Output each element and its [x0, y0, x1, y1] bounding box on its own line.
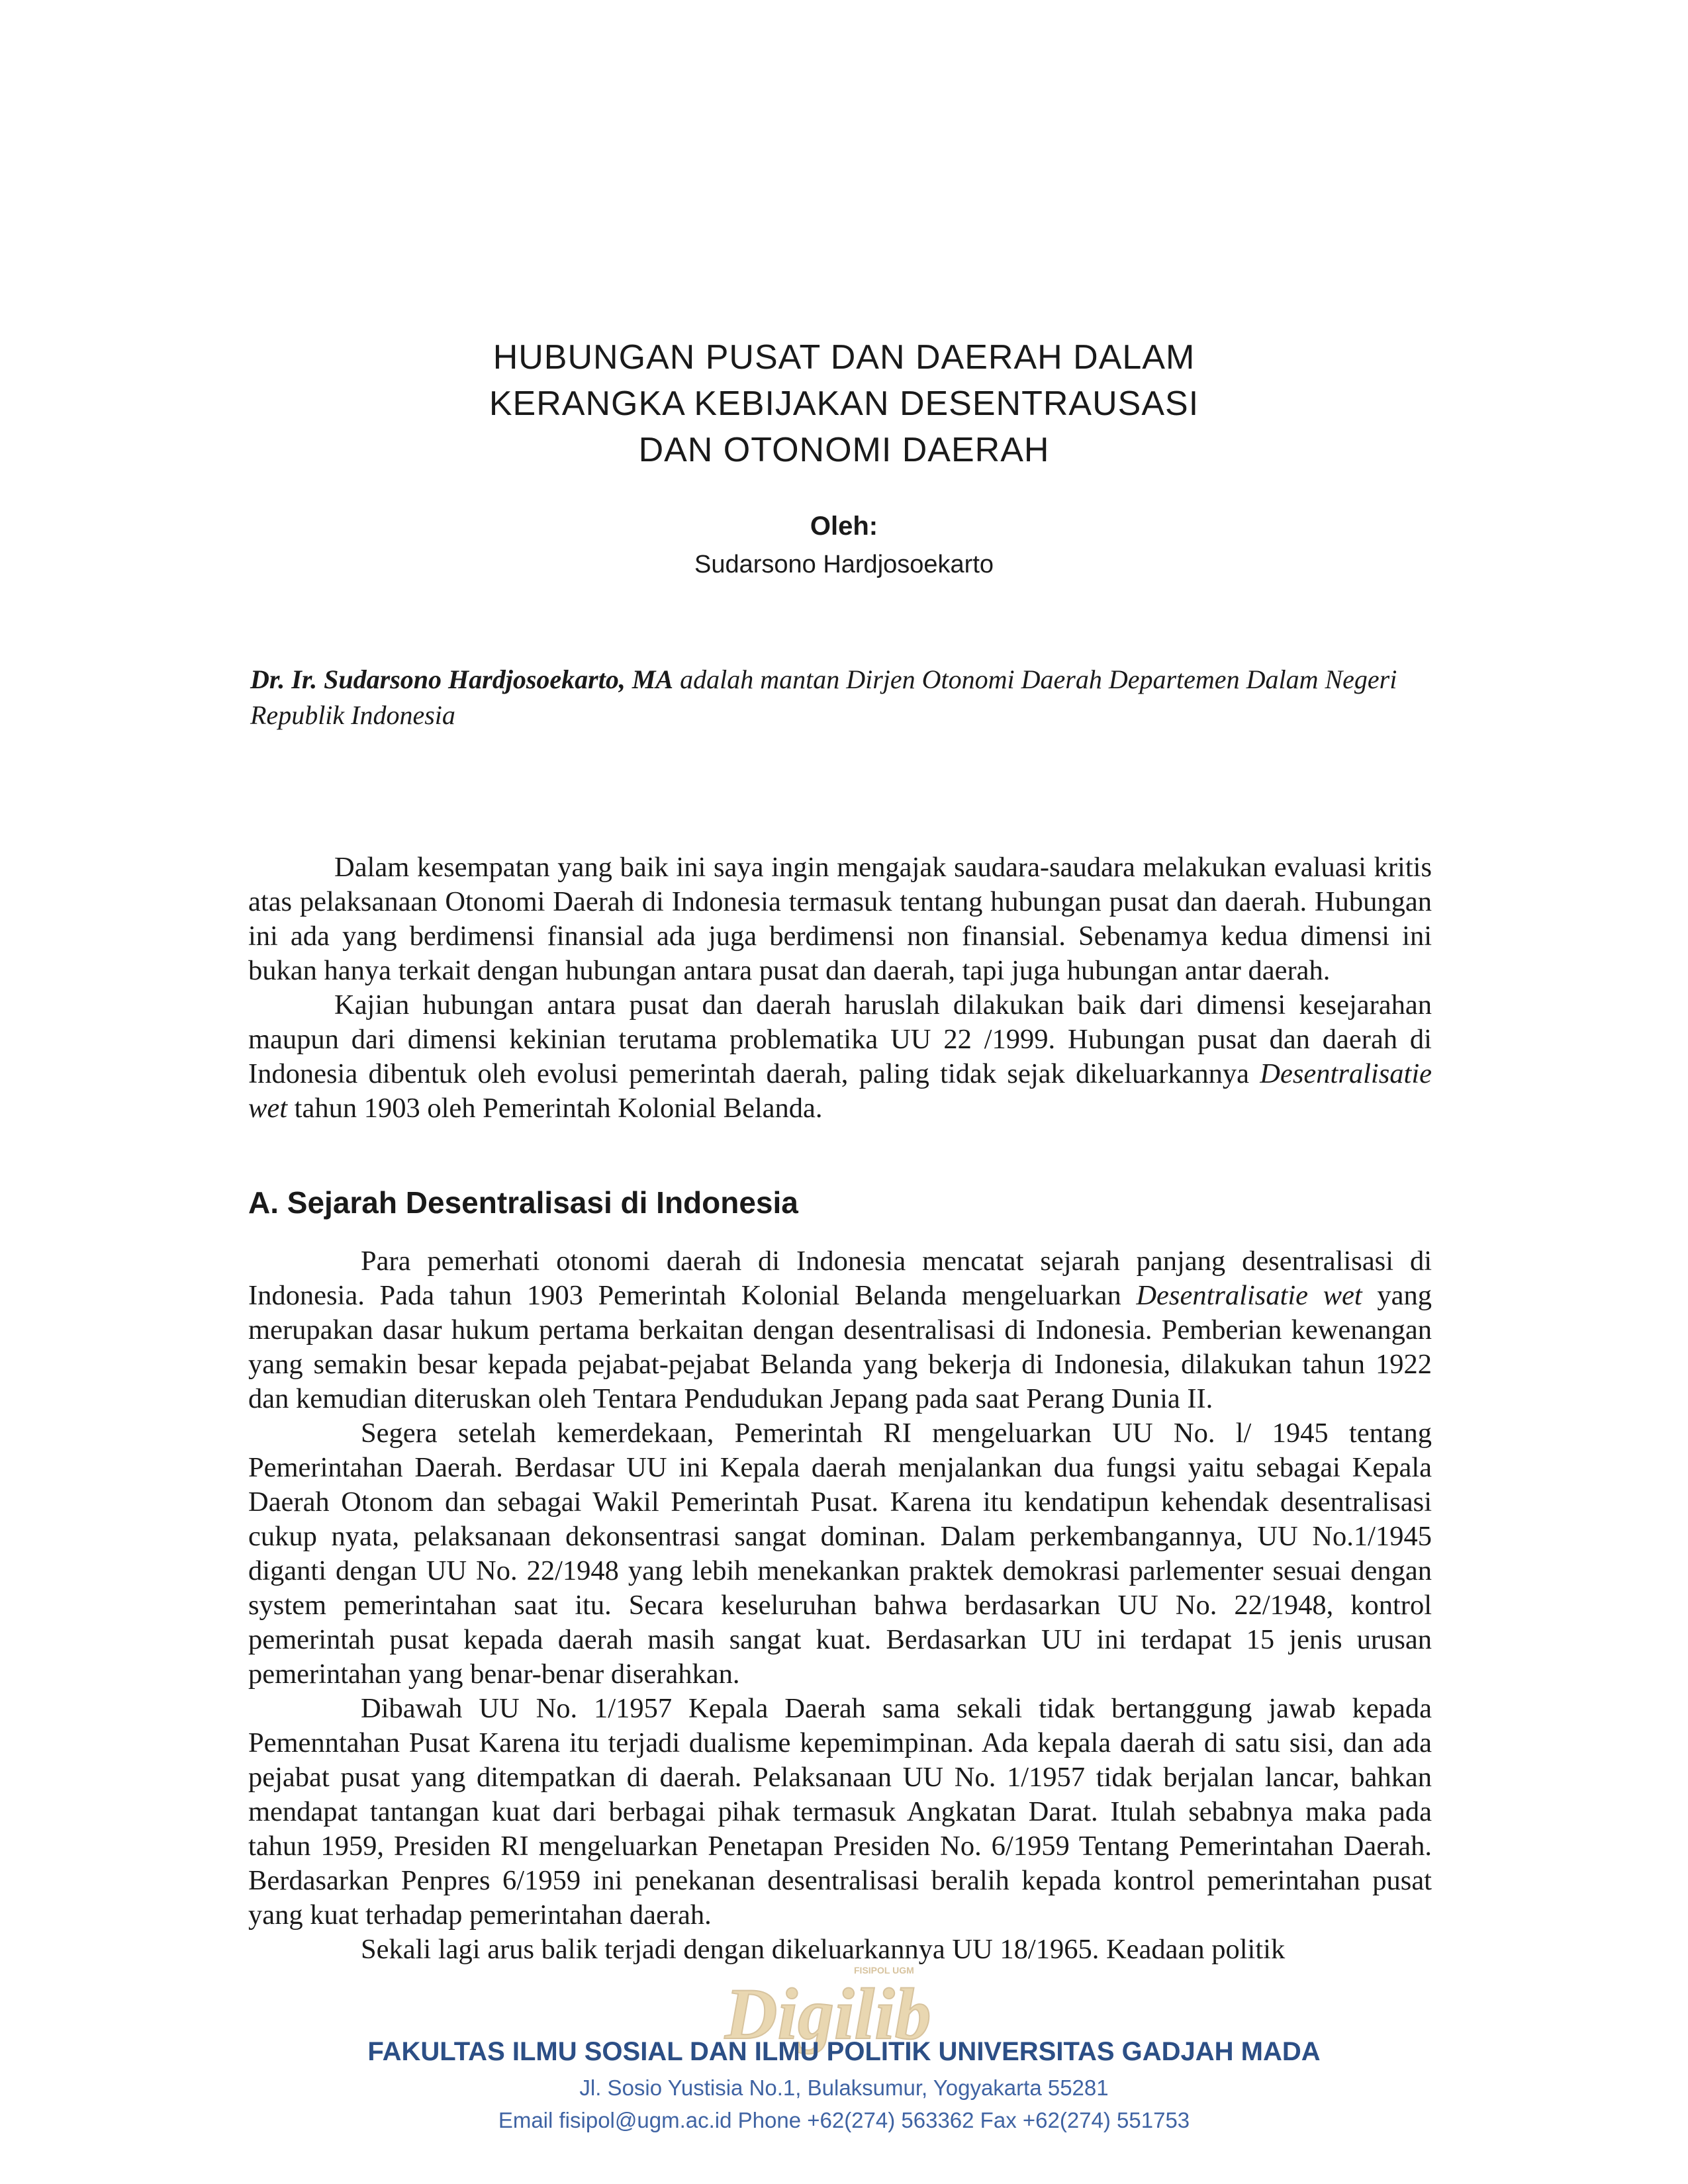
history-p1-text-a: Para pemerhati otonomi daerah di Indonesia mencatat sejarah panjang desentralisasi di Indonesia. Pada tahun 1903 Pemerintah Kolonial Belanda mengeluarkan [248, 1246, 1432, 1311]
byline [0, 510, 1688, 581]
byline-label: Oleh: [810, 512, 878, 541]
footer-address: Jl. Sosio Yustisia No.1, Bulaksumur, Yogyakarta 55281 [579, 2075, 1109, 2100]
footer-institution: FAKULTAS ILMU SOSIAL DAN ILMU POLITIK UNIVERSITAS GADJAH MADA [367, 2037, 1321, 2066]
title-line-1: HUBUNGAN PUSAT DAN DAERAH DALAM [492, 338, 1196, 377]
history-paragraph-4: Sekali lagi arus balik terjadi dengan dikeluarkannya UU 18/1965. Keadaan politik [361, 1934, 1286, 1965]
intro-p2-text-a: Kajian hubungan antara pusat dan daerah haruslah dilakukan baik dari dimensi kesejarahan maupun dari dimensi kekinian terutama problematika UU 22 /1999. Hubungan pusat dan daerah di Indonesia dibentuk oleh evolusi pemerintah daerah, paling tidak sejak dikeluarkannya [248, 989, 1432, 1089]
history-p1-text-b: yang merupakan dasar hukum pertama berkaitan dengan desentralisasi di Indonesia. Pemberian kewenangan yang semakin besar kepada pejabat-pejabat Belanda yang bekerja di Indonesia, dilakukan tahun 1922 dan kemudian diteruskan oleh Tentara Pendudukan Jepang pada saat Perang Dunia II. [248, 1280, 1432, 1414]
history-paragraph-3: Dibawah UU No. 1/1957 Kepala Daerah sama sekali tidak bertanggung jawab kepada Pemenntahan Pusat Karena itu terjadi dualisme kepemimpinan. Ada kepala daerah di satu sisi, dan ada pejabat pusat yang ditempatkan di daerah. Pelaksanaan UU No. 1/1957 tidak berjalan lancar, bahkan mendapat tantangan kuat dari berbagai pihak termasuk Angkatan Darat. Itulah sebabnya maka pada tahun 1959, Presiden RI mengeluarkan Penetapan Presiden No. 6/1959 Tentang Pemerintahan Daerah. Berdasarkan Penpres 6/1959 ini penekanan desentralisasi beralih kepada kontrol pemerintahan pusat yang kuat terhadap pemerintahan daerah. [248, 1693, 1432, 1931]
history-paragraph-2: Segera setelah kemerdekaan, Pemerintah RI mengeluarkan UU No. l/ 1945 tentang Pemerintahan Daerah. Berdasar UU ini Kepala daerah menjalankan dua fungsi yaitu sebagai Kepala Daerah Otonom dan sebagai Wakil Pemerintah Pusat. Karena itu kendatipun kehendak desentralisasi cukup nyata, pelaksanaan dekonsentrasi sangat dominan. Dalam perkembangannya, UU No.1/1945 diganti dengan UU No. 22/1948 yang lebih menekankan praktek demokrasi parlementer sesuai dengan system pemerintahan saat itu. Secara keseluruhan bahwa berdasarkan UU No. 22/1948, kontrol pemerintah pusat kepada daerah masih sangat kuat. Berdasarkan UU ini terdapat 15 jenis urusan pemerintahan yang benar-benar diserahkan. [248, 1418, 1432, 1690]
bio-text: adalah mantan Dirjen Otonomi Daerah Departemen Dalam Negeri Republik Indonesia [250, 664, 1397, 730]
footer-contact: Email fisipol@ugm.ac.id Phone +62(274) 563362 Fax +62(274) 551753 [498, 2108, 1190, 2132]
watermark-logo-text: Digilib [725, 1974, 931, 2054]
intro-paragraph-1: Dalam kesempatan yang baik ini saya ingin mengajak saudara-saudara melakukan evaluasi kritis atas pelaksanaan Otonomi Daerah di Indonesia termasuk tentang hubungan pusat dan daerah. Hubungan ini ada yang berdimensi finansial ada juga berdimensi non finansial. Sebenamya kedua dimensi ini bukan hanya terkait dengan hubungan antara pusat dan daerah, tapi juga hubungan antar daerah. [248, 852, 1432, 986]
title-line-3: DAN OTONOMI DAERAH [638, 431, 1050, 469]
watermark-top-text: FISIPOL UGM [854, 1965, 914, 1976]
section-heading: A. Sejarah Desentralisasi di Indonesia [248, 1185, 798, 1220]
document-title [0, 334, 1688, 473]
history-section [248, 1244, 1432, 1967]
intro-section [248, 850, 1432, 1126]
author-bio [250, 662, 1435, 733]
intro-p2-text-b: tahun 1903 oleh Pemerintah Kolonial Belanda. [287, 1093, 823, 1124]
history-p1-italic: Desentralisatie wet [1136, 1280, 1362, 1311]
intro-paragraph-2 [248, 988, 1432, 1126]
history-paragraph-1 [248, 1244, 1432, 1416]
author-name: Sudarsono Hardjosoekarto [694, 551, 994, 578]
intro-p2-italic: Desentralisatie wet [248, 1058, 1432, 1124]
title-line-2: KERANGKA KEBIJAKAN DESENTRAUSASI [489, 385, 1199, 423]
bio-name: Dr. Ir. Sudarsono Hardjosoekarto, MA [250, 664, 674, 694]
